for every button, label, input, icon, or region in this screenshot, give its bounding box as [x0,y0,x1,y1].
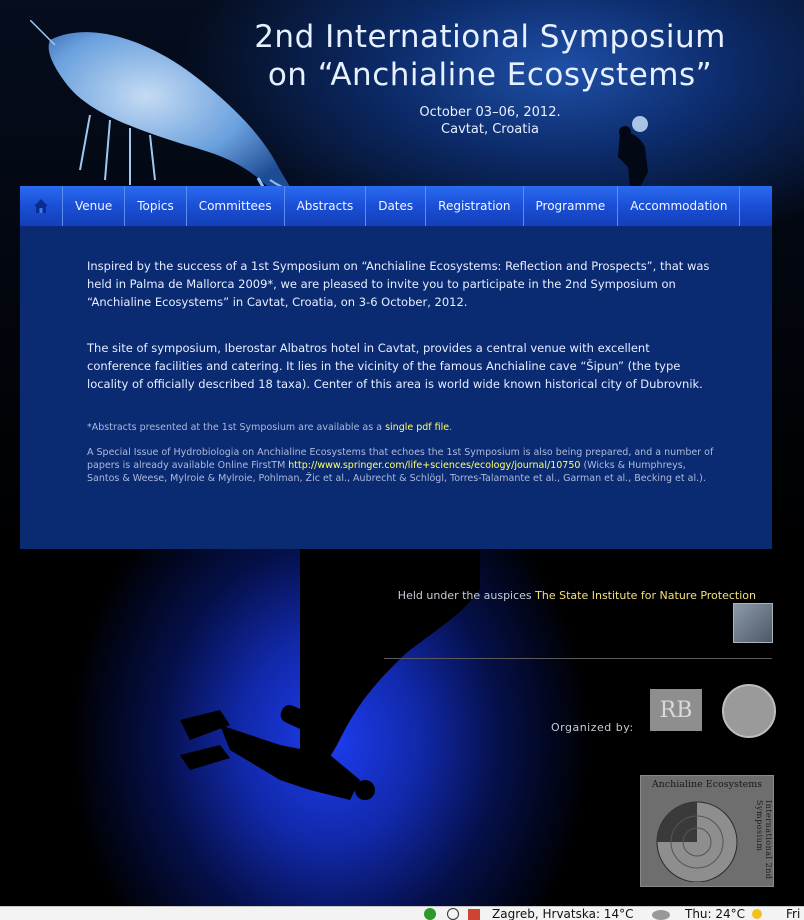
globe-icon[interactable] [423,907,437,920]
title-line-2: on “Anchialine Ecosystems” [267,57,713,93]
organizer-logo-round[interactable] [722,684,776,738]
nav-item-committees[interactable]: Committees [187,186,285,226]
home-icon [33,198,49,214]
special-issue-note [87,446,717,485]
nav-item-dates[interactable]: Dates [366,186,426,226]
cloud-icon [650,907,672,920]
symposium-logo [640,775,774,887]
event-dates: October 03–06, 2012. [419,105,561,120]
abstracts-note [87,421,717,434]
nav-item-venue[interactable]: Venue [63,186,125,226]
sinp-link[interactable]: The State Institute for Nature Protection [535,589,756,602]
nav-item-programme[interactable]: Programme [524,186,619,226]
symposium-logo-title: Anchialine Ecosystems [651,779,763,790]
abstracts-note-text: *Abstracts presented at the 1st Symposium are available as a [87,422,386,433]
nav-home[interactable] [20,186,63,226]
nav-item-abstracts[interactable]: Abstracts [285,186,367,226]
weather-current[interactable]: Zagreb, Hrvatska: 14°C [492,907,634,920]
springer-link[interactable]: http://www.springer.com/life+sciences/ecology/journal/10750 [288,460,581,471]
pdf-file-link[interactable]: single pdf file [385,422,450,433]
event-location: Cavtat, Croatia [441,122,539,137]
title-line-1: 2nd International Symposium [254,19,726,55]
symposium-logo-side-text: International 2nd Symposium [755,800,773,880]
organized-by-label: Organized by: [551,721,634,734]
main-nav [20,186,772,227]
nav-item-topics[interactable]: Topics [125,186,186,226]
auspices-label: Held under the auspices [397,589,536,602]
venue-paragraph: The site of symposium, Iberostar Albatros hotel in Cavtat, provides a central venue with excellent conference facilities and catering. It lies in the vicinity of the famous Anchialine cave “Šipun” (the type locality of officially described 18 taxa). Center of this area is world wide known historical city of Dubrovnik. [87,341,703,391]
content-panel [20,227,772,549]
clock-icon[interactable] [446,907,460,920]
weather-thu[interactable]: Thu: 24°C [685,907,746,920]
nav-item-accommodation[interactable]: Accommodation [618,186,740,226]
event-info [340,104,640,138]
diver-silhouette-icon [160,690,390,820]
weather-fri[interactable]: Fri [786,907,801,920]
sinp-logo[interactable] [733,603,773,643]
special-issue-text: A Special Issue of Hydrobiologia on Anchialine Ecosystems that echoes the 1st Symposium is also being prepared, and a number of papers is already available Online FirstTM [87,447,714,471]
auspices-text [398,589,756,602]
sun-icon [750,907,764,920]
organizer-logo-rb[interactable]: RB [650,689,702,731]
content-body [87,257,717,497]
abstracts-note-suffix: . [449,422,453,433]
intro-paragraph: Inspired by the success of a 1st Symposium on “Anchialine Ecosystems: Reflection and Prospects”, that was held in Palma de Mallorca 2009*, we are pleased to invite you to participate in the 2nd Symposium on “Anchialine Ecosystems” in Cavtat, Croatia, on 3-6 October, 2012. [87,259,710,309]
footer-divider [384,658,772,659]
system-taskbar [0,906,804,920]
special-issue-authors: (Wicks & Humphreys, Santos & Weese, Mylroie & Mylroie, Pohlman, Žic et al., Aubrecht & Schlögl, Torres-Talamante et al., Garman et al., Becking et al.). [87,460,706,484]
symposium-logo-disc-icon [645,796,749,882]
calendar-icon[interactable] [467,907,481,920]
nav-item-registration[interactable]: Registration [426,186,523,226]
page-title [230,18,750,94]
